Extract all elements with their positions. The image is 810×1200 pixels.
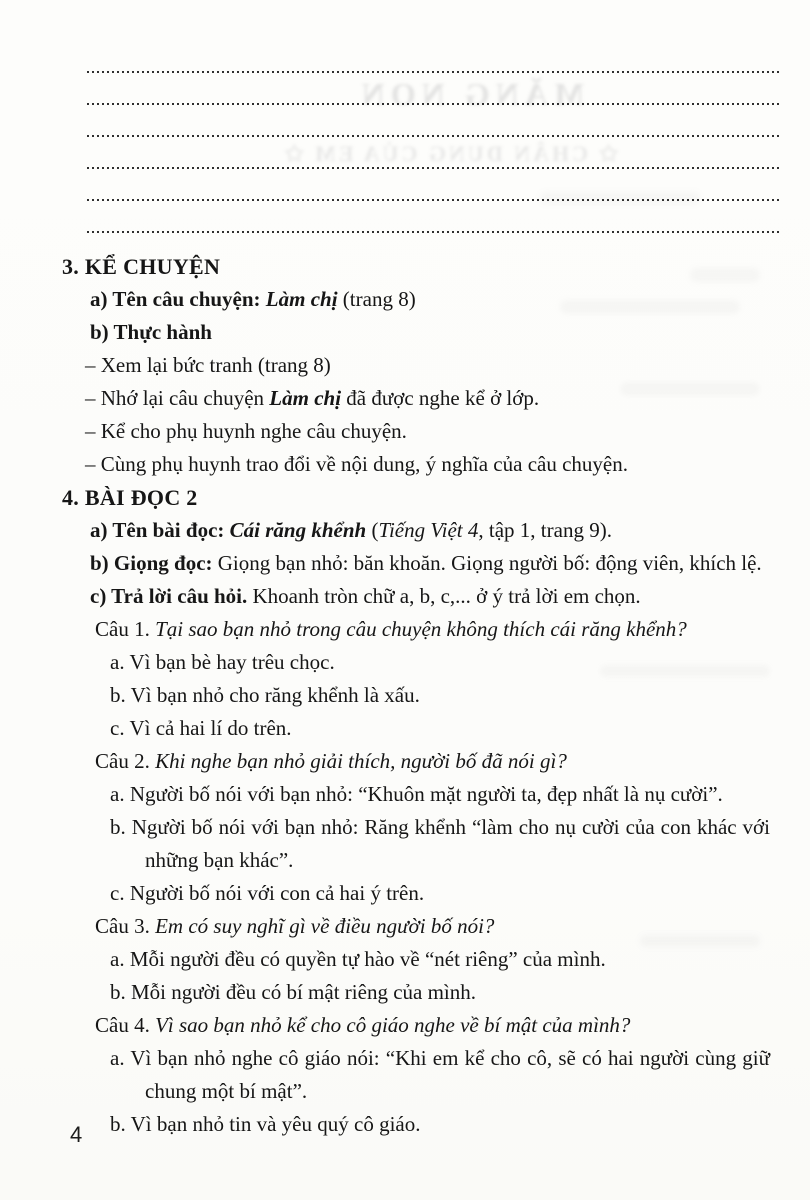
- practice-label-line: [62, 316, 770, 349]
- question-4: [62, 1009, 770, 1042]
- reading-source-open: (: [371, 518, 379, 542]
- practice-step-1: – Xem lại bức tranh (trang 8): [85, 353, 331, 377]
- question-4-option-b: b. Vì bạn nhỏ tin và yêu quý cô giáo.: [110, 1112, 421, 1136]
- write-in-line: [87, 103, 779, 105]
- practice-step-2-title: Làm chị: [269, 386, 342, 410]
- practice-step-2: [62, 382, 770, 415]
- practice-step-4: – Cùng phụ huynh trao đổi về nội dung, ý nghĩa của câu chuyện.: [85, 452, 628, 476]
- story-title-value: Làm chị: [265, 287, 338, 311]
- voice-guide-label: b) Giọng đọc:: [90, 551, 213, 575]
- section-3-heading: 3. KỂ CHUYỆN: [62, 254, 221, 279]
- answer-instruction-label: c) Trả lời câu hỏi.: [90, 584, 248, 608]
- write-in-line: [87, 71, 779, 73]
- question-4-text: Vì sao bạn nhỏ kể cho cô giáo nghe về bí mật của mình?: [155, 1013, 631, 1037]
- write-in-line: [87, 199, 779, 201]
- reading-source-close: , tập 1, trang 9).: [478, 518, 612, 542]
- practice-label: b) Thực hành: [90, 320, 212, 344]
- voice-guide-line: [62, 547, 770, 580]
- reading-title-label: a) Tên bài đọc:: [90, 518, 225, 542]
- question-1-option-b: b. Vì bạn nhỏ cho răng khểnh là xấu.: [110, 683, 420, 707]
- write-in-line: [87, 231, 779, 233]
- question-2-number: Câu 2.: [95, 749, 150, 773]
- question-3-text: Em có suy nghĩ gì về điều người bố nói?: [155, 914, 495, 938]
- write-in-line: [87, 167, 779, 169]
- answer-instruction-line: [62, 580, 770, 613]
- question-2: [62, 745, 770, 778]
- story-title-label: a) Tên câu chuyện:: [90, 287, 261, 311]
- question-1-option-c: c. Vì cả hai lí do trên.: [110, 716, 292, 740]
- practice-step-2-pre: – Nhớ lại câu chuyện: [85, 386, 265, 410]
- question-3-option-b: b. Mỗi người đều có bí mật riêng của mình.: [110, 980, 477, 1004]
- question-2-option-c: c. Người bố nói với con cả hai ý trên.: [110, 881, 425, 905]
- story-title-line: [62, 283, 770, 316]
- write-in-line: [87, 135, 779, 137]
- question-2-option-a: a. Người bố nói với bạn nhỏ: “Khuôn mặt người ta, đẹp nhất là nụ cười”.: [110, 782, 723, 806]
- question-3-number: Câu 3.: [95, 914, 150, 938]
- question-1: [62, 613, 770, 646]
- story-title-page-ref: (trang 8): [342, 287, 416, 311]
- voice-guide-text: Giọng bạn nhỏ: băn khoăn. Giọng người bố: động viên, khích lệ.: [217, 551, 762, 575]
- write-in-lines: [87, 71, 779, 263]
- question-2-option-b: b. Người bố nói với bạn nhỏ: Răng khểnh “làm cho nụ cười của con khác với những bạn khác”.: [110, 815, 770, 872]
- answer-instruction-text: Khoanh tròn chữ a, b, c,... ở ý trả lời em chọn.: [252, 584, 641, 608]
- question-3-option-a: a. Mỗi người đều có quyền tự hào về “nét riêng” của mình.: [110, 947, 606, 971]
- practice-step-2-post: đã được nghe kể ở lớp.: [346, 386, 540, 410]
- page-body: [62, 250, 770, 1141]
- reading-title-value: Cái răng khểnh: [229, 518, 367, 542]
- question-4-number: Câu 4.: [95, 1013, 150, 1037]
- section-4-heading: 4. BÀI ĐỌC 2: [62, 485, 198, 510]
- practice-step-3: – Kể cho phụ huynh nghe câu chuyện.: [85, 419, 407, 443]
- bleedthrough-subtitle-text: ✩ CHÂN DUNG CỦA EM ✩: [282, 141, 618, 166]
- question-1-number: Câu 1.: [95, 617, 150, 641]
- bleedthrough-title-text: MĂNG NON: [355, 76, 585, 112]
- page-number: 4: [70, 1122, 83, 1147]
- question-4-option-a: a. Vì bạn nhỏ nghe cô giáo nói: “Khi em kể cho cô, sẽ có hai người cùng giữ chung một bí mật”.: [110, 1046, 770, 1103]
- question-3: [62, 910, 770, 943]
- question-1-option-a: a. Vì bạn bè hay trêu chọc.: [110, 650, 335, 674]
- question-2-text: Khi nghe bạn nhỏ giải thích, người bố đã nói gì?: [155, 749, 567, 773]
- question-1-text: Tại sao bạn nhỏ trong câu chuyện không thích cái răng khểnh?: [155, 617, 687, 641]
- reading-title-line: [62, 514, 770, 547]
- reading-source-book: Tiếng Việt 4: [378, 518, 479, 542]
